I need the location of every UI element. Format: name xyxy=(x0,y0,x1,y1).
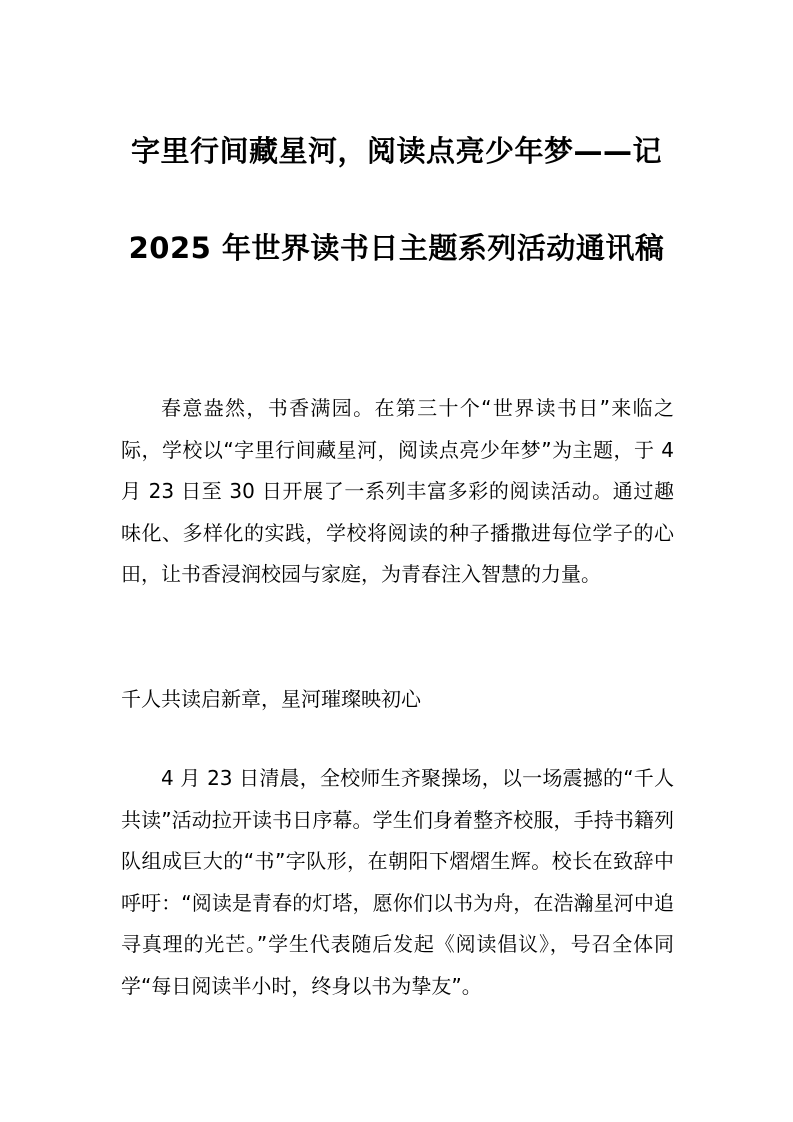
section-paragraph-block xyxy=(121,758,674,1007)
document-title-line-2: 2025 年世界读书日主题系列活动通讯稿 xyxy=(128,231,665,265)
document-title-line-1: 字里行间藏星河，阅读点亮少年梦——记 xyxy=(130,134,662,168)
section-heading: 千人共读启新章，星河璀璨映初心 xyxy=(121,687,421,711)
intro-paragraph: 春意盎然，书香满园。在第三十个“世界读书日”来临之际，学校以“字里行间藏星河，阅读点亮少年梦”为主题，于 4 月 23 日至 30 日开展了一系列丰富多彩的阅读活动。通过趣味化、多样化的实践，学校将阅读的种子播撒进每位学子的心田，让书香浸润校园与家庭，为青春注入智慧的力量。 xyxy=(121,396,674,586)
section-paragraph: 4 月 23 日清晨，全校师生齐聚操场，以一场震撼的“千人共读”活动拉开读书日序幕。学生们身着整齐校服，手持书籍列队组成巨大的“书”字队形，在朝阳下熠熠生辉。校长在致辞中呼吁：“阅读是青春的灯塔，愿你们以书为舟，在浩瀚星河中追寻真理的光芒。”学生代表随后发起《阅读倡议》，号召全体同学“每日阅读半小时，终身以书为挚友”。 xyxy=(121,766,674,998)
intro-paragraph-block xyxy=(121,388,674,596)
